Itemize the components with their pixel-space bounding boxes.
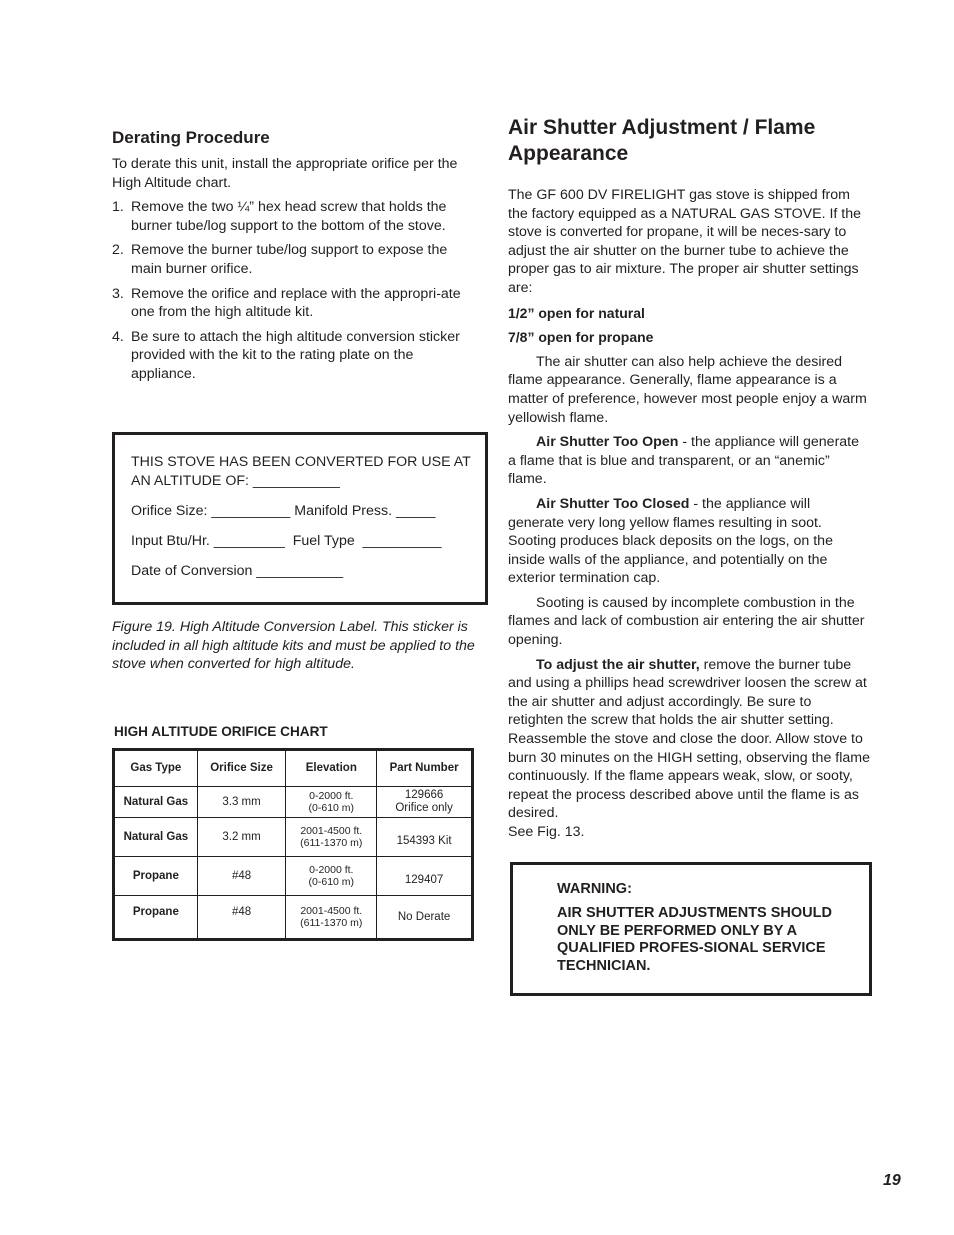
too-open-term: Air Shutter Too Open (536, 434, 679, 451)
cell-part: No Derate (377, 896, 473, 940)
air-shutter-section (508, 115, 870, 848)
table-row (114, 896, 473, 940)
header-gas-type: Gas Type (114, 750, 198, 787)
cell-elevation (286, 787, 377, 818)
sooting-paragraph: Sooting is caused by incomplete combustion in the flames and lack of combustion air entering the air shutter opening. (508, 594, 865, 649)
flame-paragraph: The air shutter can also help achieve the desired flame appearance. Generally, flame appearance is a matter of preference, however most people enjoy a warm yellowish flame. (508, 353, 867, 426)
setting-natural: 1/2” open for natural (508, 304, 645, 321)
too-closed-term: Air Shutter Too Closed (536, 495, 690, 512)
step-number: 2. (112, 242, 124, 259)
header-part-number: Part Number (377, 750, 473, 787)
step-number: 3. (112, 285, 124, 302)
cell-elevation (286, 857, 377, 896)
cell-part: 129407 (377, 857, 473, 896)
cell-elevation (286, 896, 377, 940)
cell-gas: Propane (114, 896, 198, 940)
part-line-2: Orifice only (395, 802, 453, 814)
table-row (114, 787, 473, 818)
cell-orifice: 3.2 mm (197, 818, 286, 857)
intro-paragraph: The GF 600 DV FIRELIGHT gas stove is shipped from the factory equipped as a NATURAL GAS STOVE. If the stove is converted for propane, it will be neces-sary to adjust the air shutter on the burner tube to achieve the proper gas to air mixture. The proper air shutter settings are: (508, 187, 862, 296)
table-row (114, 857, 473, 896)
too-open-paragraph (508, 433, 870, 489)
step-item (112, 241, 474, 278)
step-text: Remove the burner tube/log support to expose the main burner orifice. (131, 242, 448, 277)
conversion-label-box (112, 432, 488, 605)
page-number: 19 (883, 1172, 901, 1189)
cell-orifice: #48 (197, 857, 286, 896)
step-text: Remove the orifice and replace with the appropri-ate one from the high altitude kit. (131, 285, 461, 321)
label-line-3: Orifice Size: __________ Manifold Press. _____ (131, 503, 436, 519)
elev-m: (0-610 m) (308, 802, 355, 814)
derating-steps (112, 198, 474, 383)
elev-m: (611-1370 m) (300, 837, 363, 849)
adjust-paragraph (508, 656, 870, 823)
air-shutter-heading: Air Shutter Adjustment / Flame Appearance (508, 116, 816, 165)
figure-caption: Figure 19. High Altitude Conversion Label. This sticker is included in all high altitude kits and must be applied to the stove when converted for high altitude. (112, 619, 475, 673)
part-line-1: 129666 (404, 789, 444, 801)
cell-part (377, 787, 473, 818)
cell-gas: Natural Gas (114, 818, 198, 857)
adjust-text: remove the burner tube and using a phillips head screwdriver loosen the screw at the air shutter and adjust accordingly. Be sure to retighten the screw that holds the air shutter setting. Reassemble the stove and close the door. Allow stove to burn 30 minutes on the HIGH setting, observing the flame continuously. If the flame appears weak, slow, or sooty, repeat the process described above until the flame is as desired. (508, 656, 870, 822)
step-text: Be sure to attach the high altitude conversion sticker provided with the kit to the rating plate on the appliance. (131, 328, 460, 382)
setting-propane: 7/8” open for propane (508, 329, 654, 346)
too-closed-text: - the appliance will generate very long yellow flames resulting in soot. Sooting produces black deposits on the logs, on the inside walls of the appliance, and potentially on the exterior termination cap. (508, 495, 833, 587)
chart-header-row (114, 750, 473, 787)
step-item (112, 285, 474, 322)
derating-intro: To derate this unit, install the appropriate orifice per the High Altitude chart. (112, 156, 458, 191)
warning-title: WARNING: (557, 881, 632, 897)
warning-box (510, 862, 872, 996)
adjust-term: To adjust the air shutter, (536, 656, 700, 673)
cell-elevation (286, 818, 377, 857)
step-item (112, 198, 474, 235)
elev-ft: 0-2000 ft. (309, 790, 354, 802)
label-line-2: AN ALTITUDE OF: ___________ (131, 473, 340, 489)
cell-orifice: #48 (197, 896, 286, 940)
step-number: 4. (112, 328, 124, 345)
elev-ft: 2001-4500 ft. (300, 905, 363, 917)
too-open-text: - the appliance will generate a flame that is blue and transparent, or an “anemic” flame. (508, 434, 860, 488)
elev-m: (611-1370 m) (300, 917, 363, 929)
label-line-5: Date of Conversion ___________ (131, 563, 344, 579)
step-text: Remove the two ¼” hex head screw that holds the burner tube/log support to the bottom of the stove. (131, 199, 447, 234)
label-line-4: Input Btu/Hr. _________ Fuel Type __________ (131, 533, 442, 549)
warning-text: AIR SHUTTER ADJUSTMENTS SHOULD ONLY BE PERFORMED ONLY BY A QUALIFIED PROFES-SIONAL SERVICE TECHNICIAN. (557, 905, 832, 974)
too-closed-paragraph (508, 495, 870, 588)
header-orifice-size: Orifice Size (197, 750, 286, 787)
chart-title: HIGH ALTITUDE ORIFICE CHART (114, 724, 328, 739)
table-row (114, 818, 473, 857)
orifice-chart (112, 748, 474, 941)
cell-orifice: 3.3 mm (197, 787, 286, 818)
step-item (112, 328, 474, 384)
cell-part: 154393 Kit (377, 818, 473, 857)
header-elevation: Elevation (286, 750, 377, 787)
derating-heading: Derating Procedure (112, 128, 270, 147)
cell-gas: Natural Gas (114, 787, 198, 818)
elev-ft: 2001-4500 ft. (300, 825, 363, 837)
label-line-1: THIS STOVE HAS BEEN CONVERTED FOR USE AT (131, 454, 471, 470)
elev-ft: 0-2000 ft. (309, 864, 354, 876)
derating-section (112, 124, 474, 390)
cell-gas: Propane (114, 857, 198, 896)
elev-m: (0-610 m) (308, 876, 355, 888)
step-number: 1. (112, 199, 124, 216)
see-figure: See Fig. 13. (508, 824, 585, 840)
